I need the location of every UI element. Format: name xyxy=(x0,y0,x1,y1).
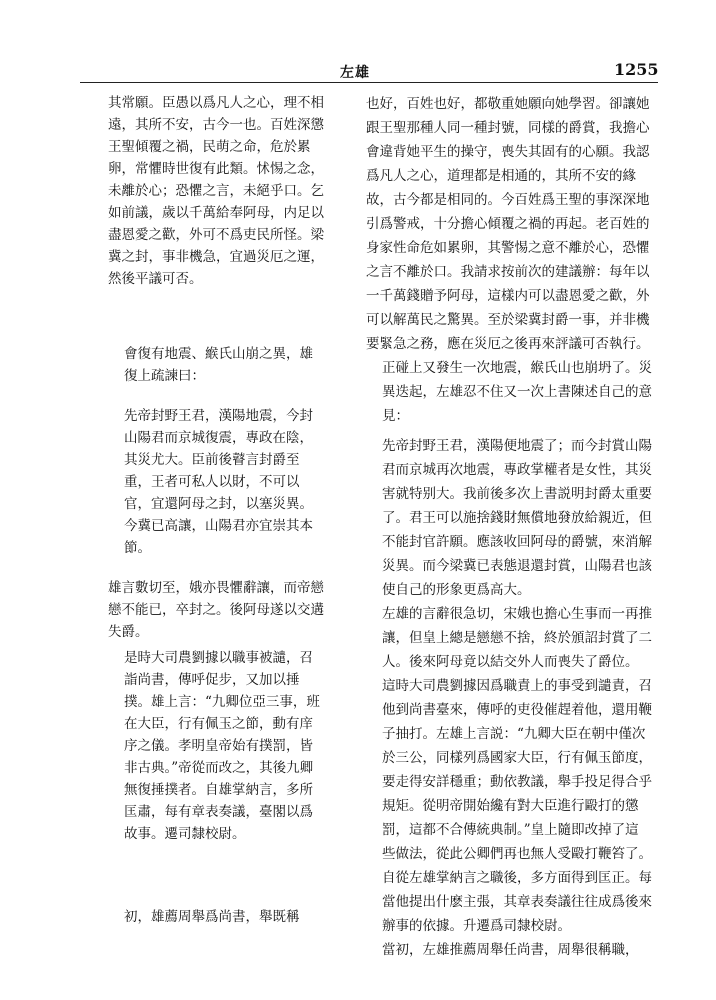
translation-quote-block: 先帝封野王君，漢陽便地震了；而今封賞山陽君而京城再次地震，專政掌權者是女性，其災害就特别大。我前後多次上書説明封爵太重要了。君王可以施捨錢財無償地發放給親近，但不能封官許願。應該收回阿母的爵號，來消解災異。而今梁冀已表態退還封賞，山陽君也該使自己的形象更爲高大。 xyxy=(382,438,652,598)
running-title: 左雄 xyxy=(340,65,370,81)
classical-paragraph-1: 其常願。臣愚以爲凡人之心，理不相遠，其所不安，古今一也。百姓深懲王聖傾覆之禍，民萌之命，危於累卵，常懼時世復有此類。怵惕之念，未離於心；恐懼之言，未絕乎口。乞如前議，歲以千萬給奉阿母，内足以盡恩愛之歡，外可不爲吏民所怪。梁冀之封，事非機急，宜過災厄之運，然後平議可否。 xyxy=(108,95,324,287)
translation-paragraph-3: 左雄的言辭很急切，宋娥也擔心生事而一再推讓，但皇上總是戀戀不捨，終於頒詔封賞了二人。後來阿母竟以結交外人而喪失了爵位。 xyxy=(382,606,652,670)
translation-paragraph-5: 當初，左雄推薦周舉任尚書，周舉很稱職， xyxy=(382,942,639,958)
classical-text-column xyxy=(108,92,326,928)
classical-paragraph-2: 會復有地震、緱氏山崩之異，雄復上疏諫曰： xyxy=(124,346,313,384)
header-rule xyxy=(80,82,658,83)
classical-paragraph-5: 初，雄薦周舉爲尚書，舉既稱 xyxy=(124,909,300,925)
translation-paragraph-4: 這時大司農劉據因爲職責上的事受到譴責，召他到尚書臺來，傳呼的吏役催趕着他，還用鞭子抽打。左雄上言説：“九卿大臣在朝中僅次於三公，同樣列爲國家大臣，行有佩玉節度，要走得安詳穩重；動依教議，舉手投足得合乎規矩。從明帝開始纔有對大臣進行毆打的懲罰，這都不合傳統典制。”皇上隨即改掉了這些做法，從此公卿們再也無人受毆打鞭笞了。自從左雄掌納言之職後，多方面得到匡正。每當他提出什麽主張，其章表奏議往往成爲後來辦事的依據。升遷爲司隸校尉。 xyxy=(382,678,652,934)
classical-paragraph-3: 雄言數切至，娥亦畏懼辭讓，而帝戀戀不能已，卒封之。後阿母遂以交遘失爵。 xyxy=(108,580,324,640)
classical-quote-block: 先帝封野王君，漢陽地震，今封山陽君而京城復震，專政在陰，其災尤大。臣前後瞽言封爵至重，王者可私人以財，不可以官，宜還阿母之封，以塞災異。今冀已高讓，山陽君亦宜崇其本節。 xyxy=(124,408,313,556)
page-number: 1255 xyxy=(614,60,659,79)
translation-paragraph-2: 正碰上又發生一次地震，緱氏山也崩坍了。災異迭起，左雄忍不住又一次上書陳述自己的意見： xyxy=(382,360,652,424)
classical-paragraph-4: 是時大司農劉據以職事被譴，召詣尚書，傳呼促步，又加以捶撲。雄上言：“九卿位亞三事，班在大臣，行有佩玉之節，動有庠序之儀。孝明皇帝始有撲罰，皆非古典。”帝從而改之，其後九卿無復捶撲者。自雄掌納言，多所匡肅，每有章表奏議，臺閣以爲故事。遷司隸校尉。 xyxy=(124,650,320,842)
translation-text-column xyxy=(366,92,652,962)
translation-paragraph-1: 也好，百姓也好，都敬重她願向她學習。卻讓她跟王聖那種人同一種封號，同樣的爵賞，我擔心會違背她平生的操守，喪失其固有的心願。我認爲凡人之心，道理都是相通的，其所不安的緣故，古今都是相同的。今百姓爲王聖的事深深地引爲警戒，十分擔心傾覆之禍的再起。老百姓的身家性命危如累卵，其警惕之意不離於心，恐懼之言不離於口。我請求按前次的建議辦：每年以一千萬錢贈予阿母，這樣内可以盡恩愛之歡，外可以解萬民之驚異。至於梁冀封爵一事，并非機要緊急之務，應在災厄之後再來評議可否執行。 xyxy=(366,96,650,352)
